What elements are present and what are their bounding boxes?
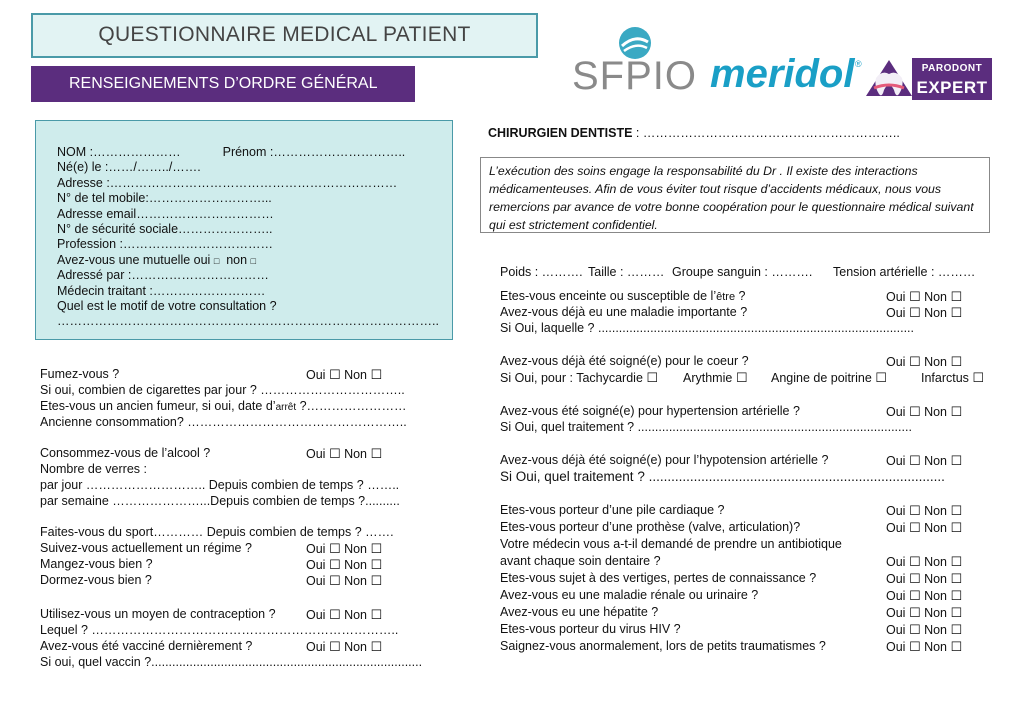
hepatitis-question: Avez-vous eu une hépatite ?: [500, 605, 659, 619]
oui-label: Oui: [886, 306, 906, 320]
oui-label: Oui: [886, 623, 906, 637]
dentist-row: [488, 126, 900, 142]
antibiotic-question-line1: Votre médecin vous a-t-il demandé de prendre un antibiotique: [500, 537, 842, 551]
parodont-expert-badge: [912, 58, 992, 100]
sfpio-wordmark: SFPIO: [572, 54, 698, 98]
major-illness-question: Avez-vous déjà eu une maladie importante ?: [500, 305, 748, 319]
oui-checkbox[interactable]: ☐: [908, 289, 921, 304]
oui-checkbox[interactable]: ☐: [908, 605, 921, 620]
contraception-which-field[interactable]: Lequel ? ………………………………………………………………..: [40, 623, 399, 637]
oui-label: Oui: [306, 574, 326, 588]
pregnant-question: Etes-vous enceinte ou susceptible de l’: [500, 289, 717, 303]
birthdate-field[interactable]: Né(e) le :……/……../…….: [57, 160, 201, 175]
badge-line2: EXPERT: [916, 77, 988, 97]
oui-checkbox[interactable]: ☐: [908, 305, 921, 320]
oui-label: Oui: [886, 454, 906, 468]
form-title-box: [31, 13, 538, 58]
bleeding-question: Saignez-vous anormalement, lors de petits traumatismes ?: [500, 639, 826, 653]
non-label: Non: [924, 589, 948, 603]
oui-checkbox[interactable]: ☐: [328, 607, 341, 622]
mutuelle-non-checkbox[interactable]: □: [250, 255, 256, 266]
non-label: Non: [924, 454, 948, 468]
oui-checkbox[interactable]: ☐: [908, 639, 921, 654]
social-security-field[interactable]: N° de sécurité sociale…………………..: [57, 221, 273, 236]
tachycardia-checkbox[interactable]: ☐: [646, 370, 659, 385]
height-field[interactable]: Taille : ………: [588, 265, 665, 279]
angina-label: Angine de poitrine: [771, 371, 872, 385]
oui-checkbox[interactable]: ☐: [908, 404, 921, 419]
non-checkbox[interactable]: ☐: [370, 367, 383, 382]
non-label: Non: [924, 405, 948, 419]
glasses-label: Nombre de verres :: [40, 462, 147, 476]
oui-label: Oui: [886, 572, 906, 586]
oui-label: Oui: [306, 608, 326, 622]
oui-label: Oui: [306, 558, 326, 572]
oui-label: Oui: [886, 355, 906, 369]
non-label: Non: [924, 606, 948, 620]
hypotension-question: Avez-vous déjà été soigné(e) pour l’hypotension artérielle ?: [500, 453, 829, 467]
oui-checkbox[interactable]: ☐: [908, 520, 921, 535]
non-label: Non: [924, 555, 948, 569]
oui-checkbox[interactable]: ☐: [908, 503, 921, 518]
oui-label: Oui: [886, 606, 906, 620]
non-label: Non: [344, 542, 368, 556]
referred-by-field[interactable]: Adressé par :……………………………: [57, 268, 269, 283]
non-checkbox[interactable]: ☐: [950, 622, 963, 637]
non-label: Non: [344, 368, 368, 382]
dentist-field[interactable]: : ……………………………………………………..: [632, 126, 900, 140]
oui-label: Oui: [886, 555, 906, 569]
weight-field[interactable]: Poids : ……….: [500, 265, 583, 279]
email-field[interactable]: Adresse email……………………………: [57, 206, 274, 221]
etre-word: être: [716, 291, 736, 303]
non-checkbox[interactable]: ☐: [950, 404, 963, 419]
non-label: Non: [924, 572, 948, 586]
non-label: Non: [344, 640, 368, 654]
non-checkbox[interactable]: ☐: [950, 605, 963, 620]
oui-checkbox[interactable]: ☐: [908, 571, 921, 586]
vaccine-question: Avez-vous été vacciné dernièrement ?: [40, 639, 253, 653]
oui-label: Oui: [886, 589, 906, 603]
non-checkbox[interactable]: ☐: [370, 639, 383, 654]
oui-checkbox[interactable]: ☐: [328, 367, 341, 382]
former-smoker-dots[interactable]: ?……………………: [296, 399, 407, 413]
non-label: Non: [924, 521, 948, 535]
non-checkbox[interactable]: ☐: [950, 588, 963, 603]
patient-info-box: [35, 120, 453, 340]
non-label: Non: [924, 355, 948, 369]
non-checkbox[interactable]: ☐: [950, 354, 963, 369]
oui-checkbox[interactable]: ☐: [328, 541, 341, 556]
non-checkbox[interactable]: ☐: [950, 503, 963, 518]
kidney-question: Avez-vous eu une maladie rénale ou urinaire ?: [500, 588, 759, 602]
profession-field[interactable]: Profession :………………………………: [57, 237, 274, 252]
arrhythmia-checkbox[interactable]: ☐: [735, 370, 748, 385]
oui-checkbox[interactable]: ☐: [908, 554, 921, 569]
mutuelle-row: [57, 253, 452, 268]
name-row: [57, 145, 452, 160]
doctor-field[interactable]: Médecin traitant :………………………: [57, 283, 266, 298]
per-week-field[interactable]: par semaine …………………...Depuis combien de temps ?..........: [40, 494, 400, 508]
non-label: Non: [924, 504, 948, 518]
form-title: QUESTIONNAIRE MEDICAL PATIENT: [98, 23, 471, 47]
oui-checkbox[interactable]: ☐: [328, 557, 341, 572]
oui-label: Oui: [886, 504, 906, 518]
contraception-question: Utilisez-vous un moyen de contraception ?: [40, 607, 276, 621]
lifestyle-questions: [40, 367, 440, 671]
pregnant-question-end: ?: [735, 289, 746, 303]
non-checkbox[interactable]: ☐: [950, 453, 963, 468]
illness-which-field[interactable]: Si Oui, laquelle ? ...........................................................................................: [500, 321, 915, 335]
mutuelle-oui-checkbox[interactable]: □: [213, 255, 220, 266]
non-label: Non: [344, 447, 368, 461]
cigarettes-field[interactable]: Si oui, combien de cigarettes par jour ? ……………………………..: [40, 383, 405, 397]
oui-label: Oui: [306, 368, 326, 382]
pacemaker-question: Etes-vous porteur d’une pile cardiaque ?: [500, 503, 725, 517]
prenom-field[interactable]: Prénom :…………………………..: [222, 145, 406, 159]
former-consumption-field[interactable]: Ancienne consommation? ……………………………………………..: [40, 415, 407, 429]
infarction-checkbox[interactable]: ☐: [972, 370, 985, 385]
non-checkbox[interactable]: ☐: [370, 573, 383, 588]
hypertension-treatment-field[interactable]: Si Oui, quel traitement ? ...............................................................................: [500, 420, 912, 434]
oui-label: Oui: [886, 521, 906, 535]
badge-line1: PARODONT: [921, 63, 983, 74]
confidentiality-notice: L’exécution des soins engage la responsabilité du Dr . Il existe des interactions médicamenteuses. Afin de vous éviter tout risque d’accidents médicaux, nous vous remercions par avance de votre bonne coopération pour le questionnaire médical suivant qui est strictement confidentiel.: [480, 157, 990, 233]
motif-field[interactable]: ………………………………………………………………………………..: [57, 314, 439, 329]
dentist-label: CHIRURGIEN DENTISTE: [488, 126, 633, 140]
tooth-icon: [864, 56, 914, 100]
oui-checkbox[interactable]: ☐: [328, 446, 341, 461]
address-field[interactable]: Adresse :……………………………………………………………: [57, 175, 398, 190]
heart-question: Avez-vous déjà été soigné(e) pour le coeur ?: [500, 354, 749, 368]
oui-checkbox[interactable]: ☐: [908, 588, 921, 603]
non-checkbox[interactable]: ☐: [950, 554, 963, 569]
non-label: Non: [924, 306, 948, 320]
non-checkbox[interactable]: ☐: [370, 541, 383, 556]
non-checkbox[interactable]: ☐: [370, 607, 383, 622]
arrhythmia-label: Arythmie: [683, 371, 733, 385]
blood-group-field[interactable]: Groupe sanguin : ……….: [672, 265, 813, 279]
hypotension-treatment-field[interactable]: Si Oui, quel traitement ? ...............................................................................: [500, 469, 945, 484]
non-checkbox[interactable]: ☐: [370, 446, 383, 461]
question-row: [40, 367, 440, 383]
non-checkbox[interactable]: ☐: [370, 557, 383, 572]
eat-well-question: Mangez-vous bien ?: [40, 557, 153, 571]
non-checkbox[interactable]: ☐: [950, 571, 963, 586]
non-label: Non: [344, 574, 368, 588]
non-checkbox[interactable]: ☐: [950, 639, 963, 654]
non-checkbox[interactable]: ☐: [950, 520, 963, 535]
oui-label: Oui: [886, 405, 906, 419]
sport-field[interactable]: Faites-vous du sport………… Depuis combien de temps ? …….: [40, 525, 394, 539]
arret-word: arrêt: [275, 402, 297, 413]
sleep-well-question: Dormez-vous bien ?: [40, 573, 152, 587]
vitals-row: [500, 265, 992, 281]
meridol-wordmark: meridol: [710, 52, 855, 96]
non-label: Non: [344, 608, 368, 622]
non-checkbox[interactable]: ☐: [950, 289, 963, 304]
vaccine-which-field[interactable]: Si oui, quel vaccin ?..............................................................................: [40, 655, 423, 669]
blood-pressure-field[interactable]: Tension artérielle : ………: [833, 265, 976, 279]
oui-checkbox[interactable]: ☐: [908, 354, 921, 369]
oui-label: Oui: [306, 447, 326, 461]
oui-checkbox[interactable]: ☐: [328, 573, 341, 588]
mutuelle-question: Avez-vous une mutuelle oui: [57, 252, 211, 267]
former-smoker-field[interactable]: Etes-vous un ancien fumeur, si oui, date d’: [40, 399, 276, 413]
angina-checkbox[interactable]: ☐: [875, 370, 887, 385]
oui-checkbox[interactable]: ☐: [328, 639, 341, 654]
non-label: Non: [924, 290, 948, 304]
medical-questions: [500, 289, 992, 656]
non-label: Non: [344, 558, 368, 572]
oui-label: Oui: [306, 542, 326, 556]
sponsor-logo: [572, 24, 996, 104]
oui-label: Oui: [886, 640, 906, 654]
non-checkbox[interactable]: ☐: [950, 305, 963, 320]
registered-mark: ®: [855, 59, 862, 69]
diet-question: Suivez-vous actuellement un régime ?: [40, 541, 252, 555]
motif-question: Quel est le motif de votre consultation ?: [57, 298, 277, 313]
heart-conditions-row: [500, 370, 992, 386]
section-title: RENSEIGNEMENTS D’ORDRE GÉNÉRAL: [69, 75, 378, 92]
non-label: Non: [924, 640, 948, 654]
oui-label: Oui: [886, 290, 906, 304]
tachycardia-label: Si Oui, pour : Tachycardie: [500, 371, 643, 385]
vertigo-question: Etes-vous sujet à des vertiges, pertes de connaissance ?: [500, 571, 817, 585]
hypertension-question: Avez-vous été soigné(e) pour hypertension artérielle ?: [500, 404, 800, 418]
mutuelle-non-label: non: [226, 252, 248, 267]
oui-checkbox[interactable]: ☐: [908, 453, 921, 468]
hiv-question: Etes-vous porteur du virus HIV ?: [500, 622, 681, 636]
antibiotic-question-line2: avant chaque soin dentaire ?: [500, 554, 661, 568]
non-label: Non: [924, 623, 948, 637]
per-day-field[interactable]: par jour ……………………….. Depuis combien de temps ? ……..: [40, 478, 400, 492]
oui-label: Oui: [306, 640, 326, 654]
nom-field[interactable]: NOM :…………………: [57, 145, 181, 159]
phone-field[interactable]: N° de tel mobile:………………………...: [57, 191, 272, 206]
section-banner: [31, 66, 415, 102]
prosthesis-question: Etes-vous porteur d’une prothèse (valve, articulation)?: [500, 520, 801, 534]
alcohol-question: Consommez-vous de l’alcool ?: [40, 446, 211, 460]
smoke-question: Fumez-vous ?: [40, 367, 120, 381]
oui-checkbox[interactable]: ☐: [908, 622, 921, 637]
infarction-label: Infarctus: [921, 371, 969, 385]
